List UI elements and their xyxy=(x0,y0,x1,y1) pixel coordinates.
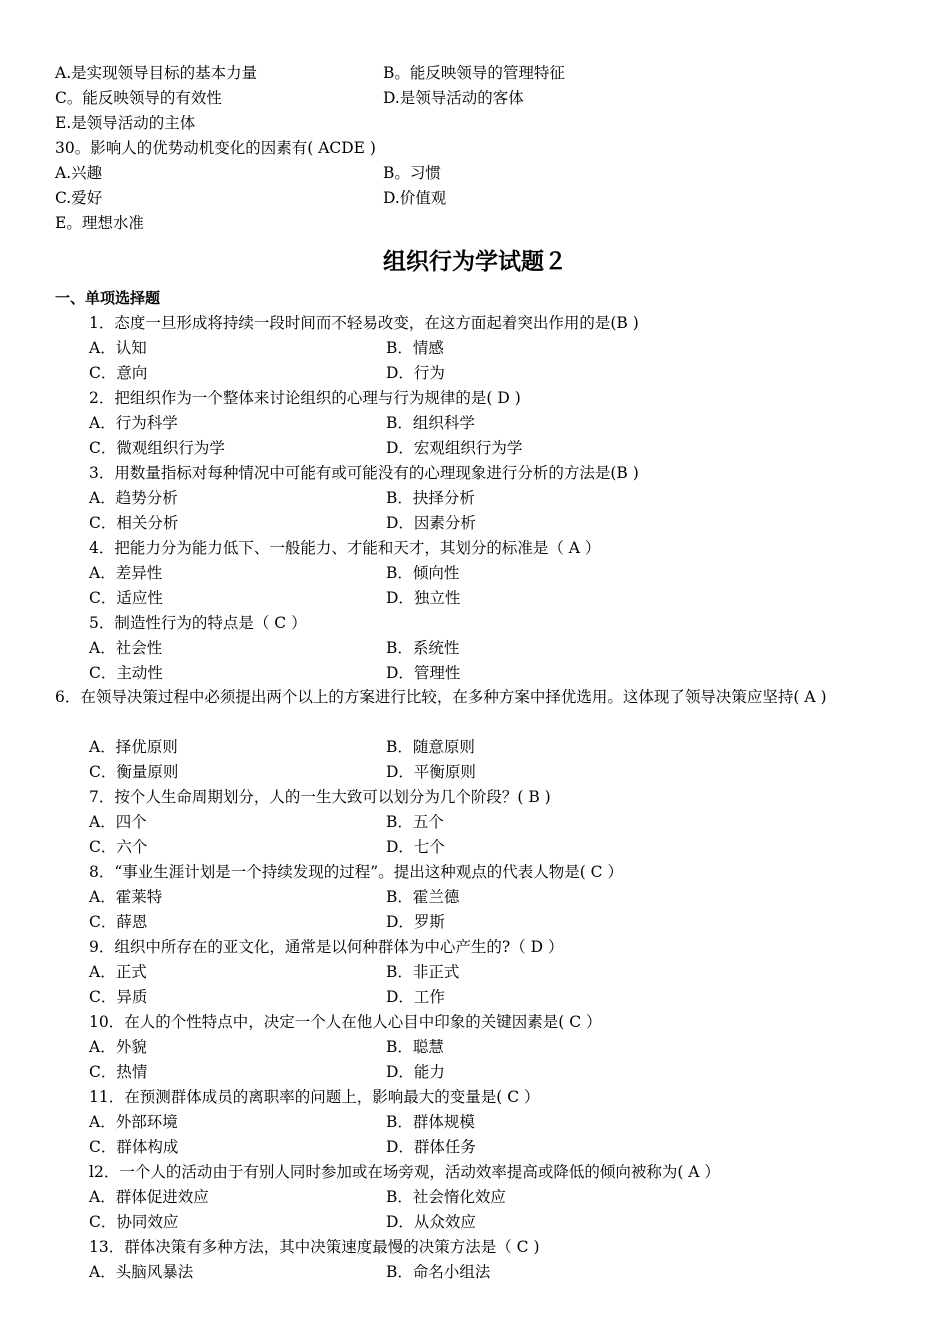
option-text: C．异质 xyxy=(89,988,148,1006)
option-text: B。习惯 xyxy=(383,164,441,182)
question-row xyxy=(0,611,950,636)
option-row xyxy=(0,436,950,461)
option-row xyxy=(0,111,950,136)
question-text: 30。影响人的优势动机变化的因素有( ACDE ) xyxy=(55,139,376,157)
question-row xyxy=(0,1160,950,1185)
option-text: D．行为 xyxy=(386,364,445,382)
option-row xyxy=(0,985,950,1010)
option-row xyxy=(0,835,950,860)
option-row xyxy=(0,1035,950,1060)
option-text: C．协同效应 xyxy=(89,1213,179,1231)
option-row xyxy=(0,411,950,436)
option-text: B．群体规模 xyxy=(386,1113,475,1131)
option-text: D.价值观 xyxy=(383,189,447,207)
option-text: A.兴趣 xyxy=(55,164,103,182)
option-text: B。能反映领导的管理特征 xyxy=(383,64,565,82)
question-text: 6．在领导决策过程中必须提出两个以上的方案进行比较，在多种方案中择优选用。这体现了领导决策应坚持( A ) xyxy=(55,688,827,706)
option-text: B．非正式 xyxy=(386,963,460,981)
section-heading: 一、单项选择题 xyxy=(55,289,161,307)
question-row xyxy=(0,1085,950,1110)
option-text: C．相关分析 xyxy=(89,514,179,532)
option-text: B．聪慧 xyxy=(386,1038,444,1056)
section-heading-row xyxy=(0,286,950,311)
option-text: D．能力 xyxy=(386,1063,445,1081)
question-text: 4．把能力分为能力低下、一般能力、才能和天才，其划分的标准是（ A ） xyxy=(89,539,601,557)
option-text: D．独立性 xyxy=(386,589,461,607)
option-text: B．组织科学 xyxy=(386,414,475,432)
option-row xyxy=(0,486,950,511)
option-row xyxy=(0,336,950,361)
question-row xyxy=(0,386,950,411)
question-text: 1．态度一旦形成将持续一段时间而不轻易改变，在这方面起着突出作用的是(B ) xyxy=(89,314,639,332)
option-text: B．霍兰德 xyxy=(386,888,460,906)
option-row xyxy=(0,361,950,386)
question-row xyxy=(0,136,950,161)
option-text: A．择优原则 xyxy=(89,738,178,756)
option-text: B．倾向性 xyxy=(386,564,460,582)
option-text: A．行为科学 xyxy=(89,414,178,432)
option-row xyxy=(0,735,950,760)
option-text: A．头脑风暴法 xyxy=(89,1263,194,1281)
option-row xyxy=(0,561,950,586)
option-text: A．正式 xyxy=(89,963,147,981)
option-row xyxy=(0,1210,950,1235)
question-row xyxy=(0,935,950,960)
option-text: B．系统性 xyxy=(386,639,460,657)
option-text: B．随意原则 xyxy=(386,738,475,756)
option-text: A.是实现领导目标的基本力量 xyxy=(55,64,258,82)
option-text: C．群体构成 xyxy=(89,1138,179,1156)
option-text: C．主动性 xyxy=(89,664,163,682)
option-row xyxy=(0,661,950,686)
option-row xyxy=(0,186,950,211)
option-row xyxy=(0,1110,950,1135)
page-title: 组织行为学试题２ xyxy=(383,249,567,275)
option-text: D．因素分析 xyxy=(386,514,476,532)
option-row xyxy=(0,1135,950,1160)
option-text: A．群体促进效应 xyxy=(89,1188,209,1206)
option-text: D．宏观组织行为学 xyxy=(386,439,523,457)
option-text: A．认知 xyxy=(89,339,147,357)
option-text: A．霍莱特 xyxy=(89,888,163,906)
option-text: A．差异性 xyxy=(89,564,163,582)
option-row xyxy=(0,511,950,536)
option-text: E.是领导活动的主体 xyxy=(55,114,196,132)
option-text: C．薛恩 xyxy=(89,913,148,931)
question-text: l2．一个人的活动由于有别人同时参加或在场旁观，活动效率提高或降低的倾向被称为( A ） xyxy=(89,1163,720,1181)
option-text: B．抉择分析 xyxy=(386,489,475,507)
question-row xyxy=(0,311,950,336)
option-row xyxy=(0,810,950,835)
option-row xyxy=(0,86,950,111)
question-text: 11．在预测群体成员的离职率的问题上，影响最大的变量是( C ） xyxy=(89,1088,540,1106)
option-text: B．社会惰化效应 xyxy=(386,1188,506,1206)
question-row xyxy=(0,860,950,885)
option-text: D．群体任务 xyxy=(386,1138,476,1156)
question-row xyxy=(0,1010,950,1035)
option-text: C.爱好 xyxy=(55,189,103,207)
option-text: D.是领导活动的客体 xyxy=(383,89,524,107)
question-text: 8．“事业生涯计划是一个持续发现的过程”。提出这种观点的代表人物是( C ） xyxy=(89,863,623,881)
question-text: 2．把组织作为一个整体来讨论组织的心理与行为规律的是( D ) xyxy=(89,389,521,407)
option-row xyxy=(0,1185,950,1210)
question-text: 5．制造性行为的特点是（ C ） xyxy=(89,614,307,632)
option-text: C．六个 xyxy=(89,838,148,856)
option-text: A．社会性 xyxy=(89,639,163,657)
option-text: C．衡量原则 xyxy=(89,763,179,781)
option-row xyxy=(0,636,950,661)
option-text: D．管理性 xyxy=(386,664,461,682)
option-text: D．七个 xyxy=(386,838,445,856)
option-text: D．从众效应 xyxy=(386,1213,476,1231)
option-text: D．平衡原则 xyxy=(386,763,476,781)
question-row xyxy=(0,1235,950,1260)
option-row xyxy=(0,1260,950,1285)
option-text: A．四个 xyxy=(89,813,147,831)
question-row xyxy=(0,461,950,486)
option-text: B．五个 xyxy=(386,813,444,831)
option-row xyxy=(0,760,950,785)
option-text: A．趋势分析 xyxy=(89,489,178,507)
option-row xyxy=(0,161,950,186)
question-text: 10．在人的个性特点中，决定一个人在他人心目中印象的关键因素是( C ） xyxy=(89,1013,602,1031)
option-text: D．罗斯 xyxy=(386,913,445,931)
option-text: C．热情 xyxy=(89,1063,148,1081)
option-text: C。能反映领导的有效性 xyxy=(55,89,222,107)
option-row xyxy=(0,885,950,910)
option-row xyxy=(0,960,950,985)
option-text: E。理想水准 xyxy=(55,214,144,232)
option-text: C．适应性 xyxy=(89,589,163,607)
option-text: B．情感 xyxy=(386,339,444,357)
option-text: C．微观组织行为学 xyxy=(89,439,225,457)
question-row xyxy=(0,785,950,810)
question-text: 9．组织中所存在的亚文化，通常是以何种群体为中心产生的?（ D ） xyxy=(89,938,564,956)
option-text: D．工作 xyxy=(386,988,445,1006)
question-text: 3．用数量指标对每种情况中可能有或可能没有的心理现象进行分析的方法是(B ) xyxy=(89,464,639,482)
option-text: A．外部环境 xyxy=(89,1113,178,1131)
option-text: C．意向 xyxy=(89,364,148,382)
question-text: 13．群体决策有多种方法，其中决策速度最慢的决策方法是（ C ) xyxy=(89,1238,540,1256)
option-text: A．外貌 xyxy=(89,1038,147,1056)
option-row xyxy=(0,1060,950,1085)
question-text: 7．按个人生命周期划分，人的一生大致可以划分为几个阶段？( B ) xyxy=(89,788,551,806)
option-text: B．命名小组法 xyxy=(386,1263,491,1281)
option-row xyxy=(0,211,950,236)
question-row xyxy=(0,536,950,561)
option-row xyxy=(0,910,950,935)
option-row xyxy=(0,61,950,86)
option-row xyxy=(0,586,950,611)
